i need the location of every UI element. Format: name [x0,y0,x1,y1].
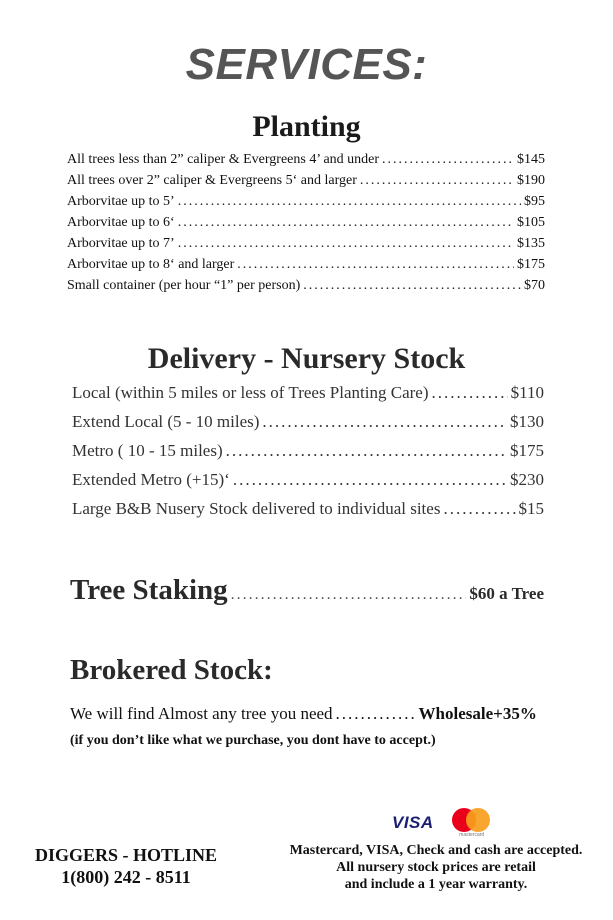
price-row [67,215,545,236]
service-price: $110 [510,383,544,402]
service-label: Arborvitae up to 6‘ [67,215,175,230]
service-price: $70 [524,278,545,293]
service-price: $135 [517,236,545,251]
price-row [72,383,544,412]
price-row [67,173,545,194]
service-label: Extended Metro (+15)‘ [72,470,230,489]
service-label: Large B&B Nusery Stock delivered to individual sites [72,499,441,518]
tree-staking-price: $60 a Tree [469,584,544,603]
delivery-price-list [72,383,544,528]
hotline-block [20,844,232,888]
service-price: $105 [517,215,545,230]
brokered-text: We will find Almost any tree you need [70,704,333,723]
brokered-row [70,704,544,724]
brokered-note: (if you don’t like what we purchase, you dont have to accept.) [70,733,436,748]
price-row [67,152,545,173]
payment-line: All nursery stock prices are retail [336,860,536,875]
service-price: $15 [518,499,544,518]
hotline-label: DIGGERS - HOTLINE [34,845,218,865]
price-row [72,470,544,499]
service-label: Arborvitae up to 7’ [67,236,175,251]
service-label: All trees less than 2” caliper & Evergreens 4’ and under [67,152,380,167]
brokered-heading: Brokered Stock: [70,654,273,686]
price-row [67,257,545,278]
planting-price-list [67,152,545,299]
service-label: Arborvitae up to 5’ [67,194,175,209]
visa-logo-icon: VISA [392,813,434,832]
page-title: SERVICES: [185,40,428,89]
tree-staking-row [70,574,544,607]
service-label: All trees over 2” caliper & Evergreens 5‘ and larger [67,173,357,188]
service-price: $145 [517,152,545,167]
service-label: Extend Local (5 - 10 miles) [72,412,260,431]
service-label: Arborvitae up to 8‘ and larger [67,257,235,272]
price-row [67,278,545,299]
service-price: $175 [517,257,545,272]
price-row [67,236,545,257]
payment-info [276,842,596,893]
service-price: $190 [517,173,545,188]
service-label: Metro ( 10 - 15 miles) [72,441,223,460]
price-row [72,412,544,441]
service-price: $130 [510,412,544,431]
service-price: $230 [510,470,544,489]
delivery-heading: Delivery - Nursery Stock [147,342,466,375]
payment-line: Mastercard, VISA, Check and cash are accepted. [289,843,583,858]
tree-staking-label: Tree Staking [70,574,228,606]
mastercard-logo-icon: mastercard [452,808,492,838]
service-price: $175 [510,441,544,460]
payment-line: and include a 1 year warranty. [344,877,528,892]
brokered-price: Wholesale+35% [418,704,537,723]
price-row [72,441,544,470]
service-label: Small container (per hour “1” per person) [67,278,301,293]
price-row [72,499,544,528]
payment-logos [392,808,492,838]
service-label: Local (within 5 miles or less of Trees Planting Care) [72,383,429,402]
hotline-phone: 1(800) 242 - 8511 [61,867,191,887]
planting-heading: Planting [252,110,361,143]
price-row [67,194,545,215]
service-price: $95 [524,194,545,209]
